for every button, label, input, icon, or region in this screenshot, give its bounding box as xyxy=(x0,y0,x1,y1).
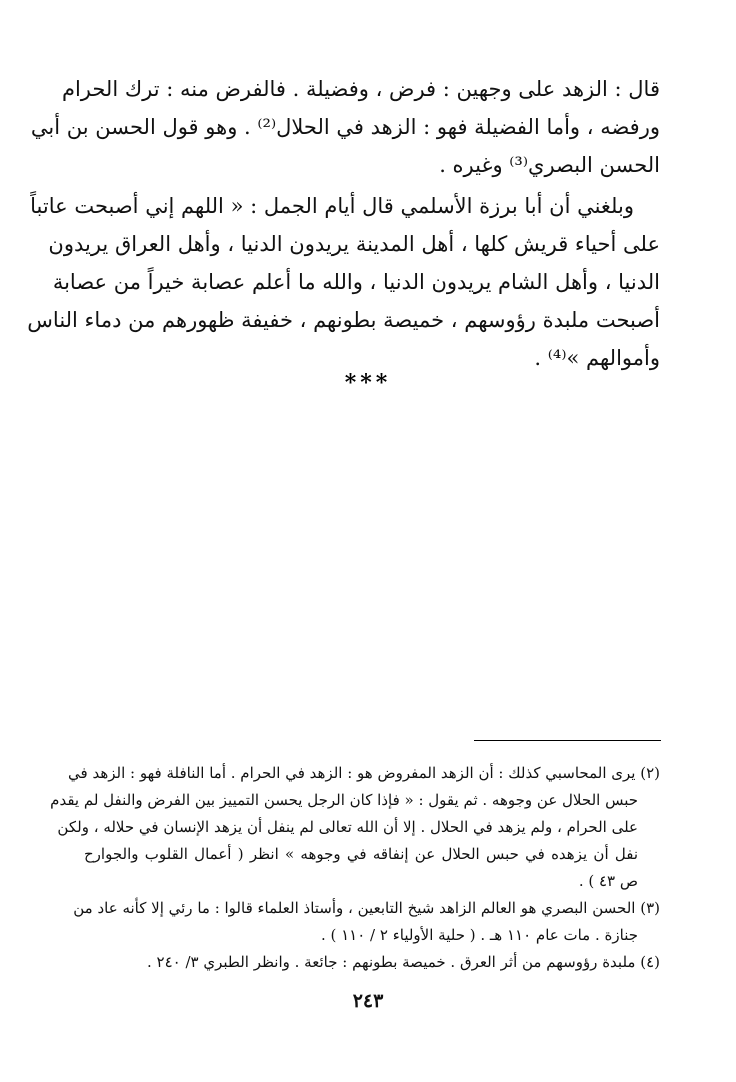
text-line: ورفضه ، وأما الفضيلة فهو : الزهد في الحلال⁽²⁾ . وهو قول الحسن بن أبي xyxy=(30,115,660,139)
section-separator: *** xyxy=(344,370,392,396)
footnotes xyxy=(50,760,660,976)
paragraph-asceticism-types xyxy=(30,70,660,184)
text-line: الحسن البصري⁽³⁾ وغيره . xyxy=(439,153,660,177)
text-line: على أحياء قريش كلها ، أهل المدينة يريدون الدنيا ، وأهل العراق يريدون xyxy=(48,232,660,256)
text-line: وأموالهم »⁽⁴⁾ . xyxy=(534,346,660,370)
footnote-line: ص ٤٣ ) . xyxy=(578,872,638,890)
footnote-line: جنازة . مات عام ١١٠ هـ . ( حلية الأولياء ٢ / ١١٠ ) . xyxy=(320,926,638,944)
footnote-line: (٢) يرى المحاسبي كذلك : أن الزهد المفروض هو : الزهد في الحرام . أما النافلة فهو : الزهد في xyxy=(68,764,660,782)
text-line: قال : الزهد على وجهين : فرض ، وفضيلة . فالفرض منه : ترك الحرام xyxy=(61,77,660,101)
footnote-line: على الحرام ، ولم يزهد في الحلال . إلا أن الله تعالى لم ينفل أن يزهد الإنسان في حلاله ، ولكن xyxy=(57,818,638,836)
footnote-line: (٣) الحسن البصري هو العالم الزاهد شيخ التابعين ، وأستاذ العلماء قالوا : ما رئي إلا كأنه عاد من xyxy=(73,899,660,917)
footnote-divider xyxy=(474,740,661,741)
text-line: الدنيا ، وأهل الشام يريدون الدنيا ، والله ما أعلم عصابة خيراً من عصابة xyxy=(52,270,660,294)
footnote-line: حبس الحلال عن وجوهه . ثم يقول : « فإذا كان الرجل يحسن التمييز بين الفرض والنفل لم يقدم xyxy=(50,791,638,809)
text-line: وبلغني أن أبا برزة الأسلمي قال أيام الجمل : « اللهم إني أصبحت عاتباً xyxy=(30,194,634,218)
footnote-line: نفل أن يزهده في حبس الحلال عن إنفاقه في وجوهه » انظر ( أعمال القلوب والجوارح xyxy=(84,845,638,863)
text-line: أصبحت ملبدة رؤوسهم ، خميصة بطونهم ، خفيفة ظهورهم من دماء الناس xyxy=(27,308,660,332)
paragraph-abu-barzah xyxy=(27,187,660,377)
page-number: ٢٤٣ xyxy=(352,990,384,1012)
footnote-line: (٤) ملبدة رؤوسهم من أثر العرق . خميصة بطونهم : جائعة . وانظر الطبري ٣/ ٢٤٠ . xyxy=(146,953,660,971)
